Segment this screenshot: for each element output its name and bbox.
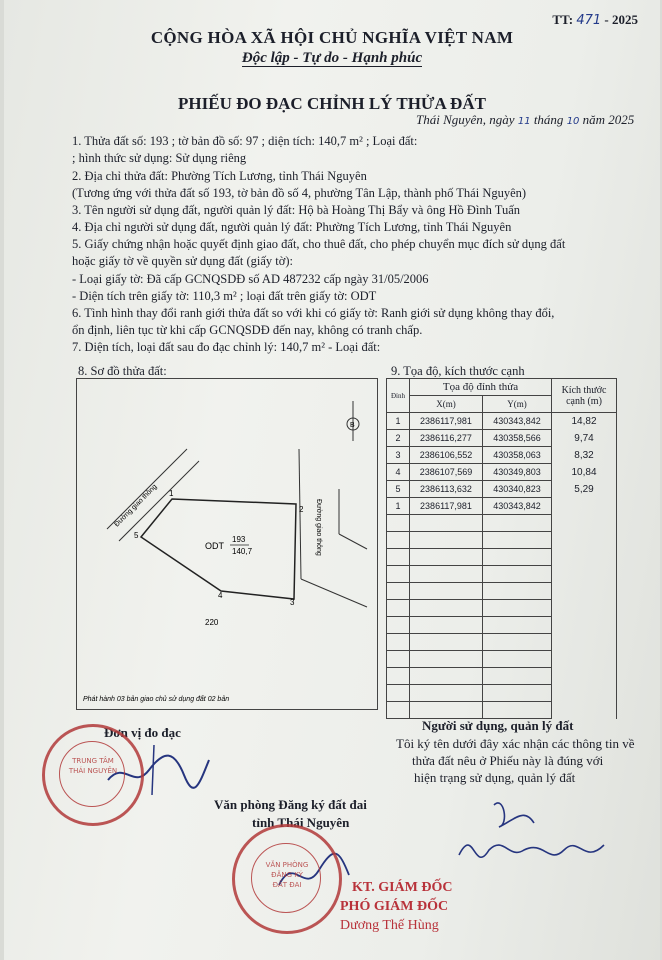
table-cell-edge: 10,84	[552, 464, 617, 481]
table-cell-edge	[552, 532, 617, 549]
table-cell-pt	[387, 617, 410, 634]
parcel-number: 193	[232, 535, 246, 544]
table-cell-y: 430358,063	[483, 447, 552, 464]
table-cell-y	[483, 549, 552, 566]
table-row	[387, 481, 617, 498]
line-4: (Tương ứng với thửa đất số 193, tờ bản đồ số 4, phường Tân Lập, thành phố Thái Nguyên)	[72, 186, 527, 200]
survey-center-stamp: TRUNG TÂM THÁI NGUYÊN	[42, 724, 144, 826]
office-stamp: VĂN PHÒNG ĐĂNG KÝ ĐẤT ĐAI	[232, 824, 342, 934]
col-header-coords: Tọa độ đỉnh thửa	[410, 379, 552, 396]
table-cell-x	[410, 634, 483, 651]
vertex-3: 3	[290, 598, 295, 607]
line-11: 6. Tình hình thay đổi ranh giới thửa đất so với khi có giấy tờ: Ranh giới sử dụng không thay đổi,	[72, 306, 555, 320]
tt-number: TT: 471 - 2025	[552, 12, 638, 28]
col-header-edge: Kích thước cạnh (m)	[552, 379, 617, 413]
surveyor-label: Đơn vị đo đạc	[104, 725, 181, 740]
table-cell-pt	[387, 651, 410, 668]
table-cell-y	[483, 566, 552, 583]
table-row	[387, 651, 617, 668]
table-cell-edge: 9,74	[552, 430, 617, 447]
vertex-2: 2	[299, 505, 304, 514]
table-cell-edge	[552, 566, 617, 583]
table-cell-pt: 1	[387, 498, 410, 515]
table-cell-edge	[552, 634, 617, 651]
table-cell-y	[483, 583, 552, 600]
table-cell-pt: 1	[387, 413, 410, 430]
table-cell-y: 430349,803	[483, 464, 552, 481]
table-cell-x: 2386116,277	[410, 430, 483, 447]
table-cell-x	[410, 549, 483, 566]
coordinate-rows	[387, 413, 617, 719]
line-9: - Loại giấy tờ: Đã cấp GCNQSDĐ số AD 487232 cấp ngày 31/05/2006	[72, 272, 429, 286]
col-header-dinh: Đỉnh	[387, 379, 410, 413]
table-cell-edge	[552, 515, 617, 532]
document-page	[4, 0, 660, 960]
neighbor-parcel: 220	[205, 618, 219, 627]
document-title: PHIẾU ĐO ĐẠC CHỈNH LÝ THỬA ĐẤT	[178, 94, 486, 113]
table-cell-x	[410, 532, 483, 549]
table-cell-edge: 8,32	[552, 447, 617, 464]
table-cell-edge	[552, 600, 617, 617]
table-cell-edge	[552, 702, 617, 719]
table-cell-pt	[387, 702, 410, 719]
table-cell-pt	[387, 668, 410, 685]
national-title: CỘNG HÒA XÃ HỘI CHỦ NGHĨA VIỆT NAM	[150, 28, 514, 47]
table-row	[387, 464, 617, 481]
parcel-landtype: ODT	[205, 541, 224, 551]
table-cell-pt	[387, 532, 410, 549]
table-cell-pt	[387, 566, 410, 583]
table-cell-pt: 4	[387, 464, 410, 481]
line-5: 3. Tên người sử dụng đất, người quản lý đất: Hộ bà Hoàng Thị Bẩy và ông Hồ Đình Tuấn	[72, 203, 520, 217]
table-cell-edge	[552, 617, 617, 634]
document-date: Thái Nguyên, ngày 11 tháng 10 năm 2025	[416, 112, 635, 127]
table-cell-x	[410, 702, 483, 719]
national-motto: Độc lập - Tự do - Hạnh phúc	[241, 50, 423, 66]
parcel-diagram	[76, 378, 378, 710]
table-row	[387, 600, 617, 617]
table-cell-y	[483, 515, 552, 532]
table-cell-x	[410, 685, 483, 702]
north-label: B	[350, 422, 355, 429]
line-7: 5. Giấy chứng nhận hoặc quyết định giao đất, cho thuê đất, cho phép chuyển mục đích sử dụng đất	[72, 237, 566, 251]
owner-text-1: Tôi ký tên dưới đây xác nhận các thông tin về	[396, 736, 635, 751]
table-cell-pt: 3	[387, 447, 410, 464]
office-label-1: Văn phòng Đăng ký đất đai	[214, 797, 367, 812]
table-cell-y	[483, 634, 552, 651]
table-row	[387, 617, 617, 634]
table-cell-edge	[552, 651, 617, 668]
vertex-1: 1	[169, 489, 174, 498]
table-cell-y	[483, 617, 552, 634]
table-cell-pt	[387, 549, 410, 566]
table-cell-x	[410, 515, 483, 532]
vertex-5: 5	[134, 531, 139, 540]
office-label-2: tỉnh Thái Nguyên	[252, 815, 350, 830]
table-cell-x	[410, 600, 483, 617]
table-cell-edge: 14,82	[552, 413, 617, 430]
road-label-left: Đường giao thông	[113, 483, 159, 529]
table-cell-x: 2386113,632	[410, 481, 483, 498]
table-cell-x: 2386117,981	[410, 413, 483, 430]
table-cell-pt	[387, 583, 410, 600]
road-label-right: Đường giao thông	[315, 499, 322, 556]
line-3: 2. Địa chỉ thửa đất: Phường Tích Lương, tỉnh Thái Nguyên	[72, 169, 367, 183]
table-cell-edge	[552, 498, 617, 515]
table-cell-y: 430358,566	[483, 430, 552, 447]
table-row	[387, 413, 617, 430]
table-row	[387, 532, 617, 549]
col-header-y: Y(m)	[483, 396, 552, 413]
line-6: 4. Địa chỉ người sử dụng đất, người quản lý đất: Phường Tích Lương, tỉnh Thái Nguyên	[72, 220, 512, 234]
owner-signature	[454, 795, 624, 885]
table-cell-y	[483, 651, 552, 668]
line-12: ổn định, liên tục từ khi cấp GCNQSDĐ đến nay, không có tranh chấp.	[72, 323, 423, 337]
director-name: Dương Thế Hùng	[340, 918, 439, 933]
section-9-title: 9. Tọa độ, kích thước cạnh	[391, 364, 525, 378]
table-row	[387, 430, 617, 447]
owner-label: Người sử dụng, quản lý đất	[422, 718, 574, 733]
table-cell-y	[483, 532, 552, 549]
table-cell-edge	[552, 583, 617, 600]
table-cell-pt	[387, 685, 410, 702]
table-row	[387, 668, 617, 685]
table-row	[387, 702, 617, 719]
table-row	[387, 498, 617, 515]
table-cell-y	[483, 600, 552, 617]
table-cell-y	[483, 668, 552, 685]
line-8: hoặc giấy tờ về quyền sử dụng đất (giấy tờ):	[72, 254, 293, 268]
table-cell-y	[483, 702, 552, 719]
deputy-title: PHÓ GIÁM ĐỐC	[340, 899, 449, 914]
table-cell-edge	[552, 685, 617, 702]
table-row	[387, 685, 617, 702]
coordinate-table	[386, 378, 617, 719]
table-cell-pt	[387, 634, 410, 651]
owner-text-3: hiện trạng sử dụng, quản lý đất	[414, 770, 576, 785]
table-cell-y: 430343,842	[483, 498, 552, 515]
table-row	[387, 515, 617, 532]
table-cell-x: 2386106,552	[410, 447, 483, 464]
table-row	[387, 634, 617, 651]
table-row	[387, 447, 617, 464]
table-cell-x	[410, 617, 483, 634]
vertex-4: 4	[218, 591, 223, 600]
table-cell-edge: 5,29	[552, 481, 617, 498]
table-row	[387, 583, 617, 600]
table-cell-x	[410, 566, 483, 583]
table-row	[387, 566, 617, 583]
table-cell-edge	[552, 549, 617, 566]
line-1: 1. Thửa đất số: 193 ; tờ bản đồ số: 97 ; diện tích: 140,7 m² ; Loại đất:	[72, 134, 418, 148]
table-cell-edge	[552, 668, 617, 685]
line-10: - Diện tích trên giấy tờ: 110,3 m² ; loại đất trên giấy tờ: ODT	[72, 289, 377, 303]
table-cell-x: 2386107,569	[410, 464, 483, 481]
table-cell-x: 2386117,981	[410, 498, 483, 515]
parcel-sketch	[77, 379, 377, 709]
section-8-title: 8. Sơ đồ thửa đất:	[78, 364, 167, 378]
table-row	[387, 549, 617, 566]
table-cell-x	[410, 668, 483, 685]
diagram-footnote: Phát hành 03 bản giao chủ sử dụng đất 02 bản	[83, 696, 230, 703]
table-cell-pt	[387, 600, 410, 617]
table-cell-x	[410, 583, 483, 600]
table-cell-y	[483, 685, 552, 702]
table-cell-pt: 2	[387, 430, 410, 447]
table-cell-y: 430340,823	[483, 481, 552, 498]
table-cell-y: 430343,842	[483, 413, 552, 430]
director-title: KT. GIÁM ĐỐC	[352, 880, 453, 895]
table-cell-x	[410, 651, 483, 668]
line-2: ; hình thức sử dụng: Sử dụng riêng	[72, 151, 247, 165]
line-13: 7. Diện tích, loại đất sau đo đạc chỉnh lý: 140,7 m² - Loại đất:	[72, 340, 381, 354]
owner-text-2: thửa đất nêu ở Phiếu này là đúng với	[412, 753, 604, 768]
table-cell-pt: 5	[387, 481, 410, 498]
col-header-x: X(m)	[410, 396, 483, 413]
table-cell-pt	[387, 515, 410, 532]
parcel-area: 140,7	[232, 547, 253, 556]
